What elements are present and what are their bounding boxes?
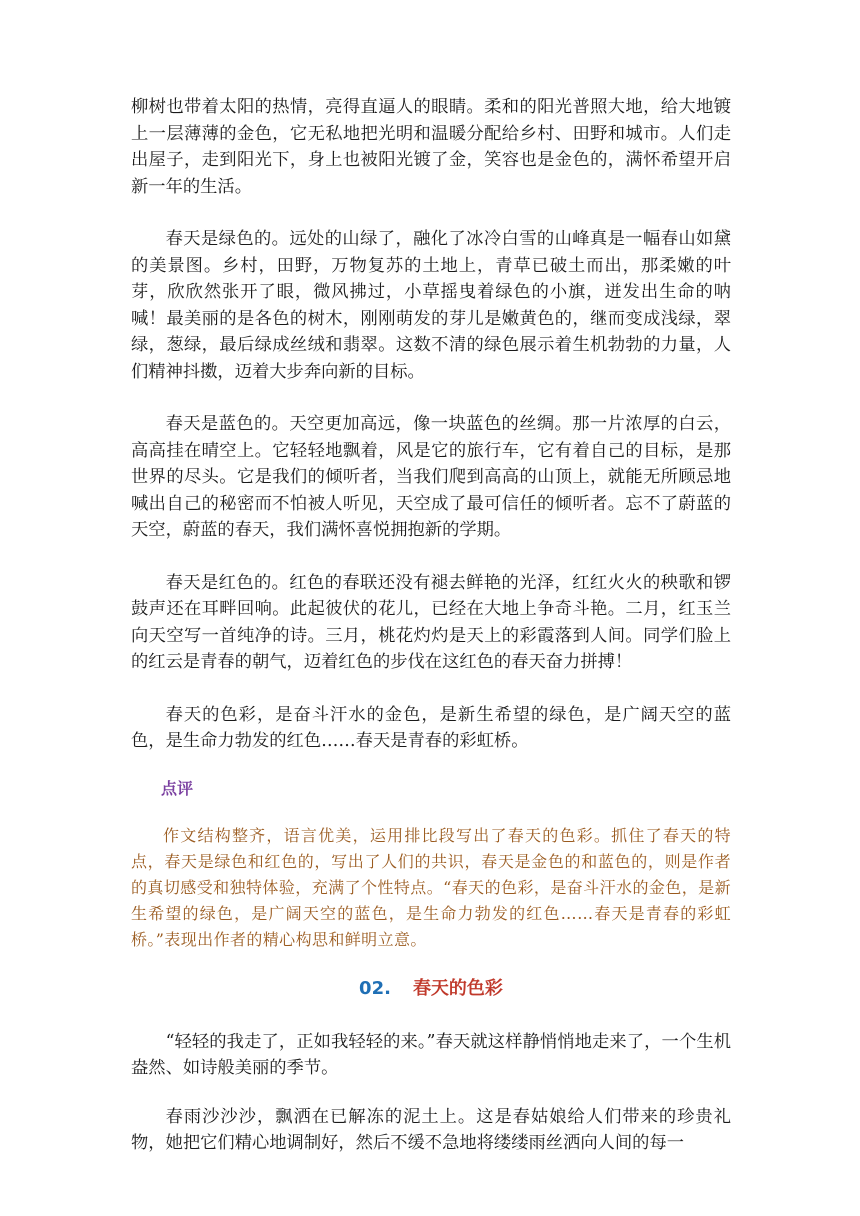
spacer (131, 755, 731, 777)
paragraph-spring-rain: 春雨沙沙沙，飘洒在已解冻的泥土上。这是春姑娘给人们带来的珍贵礼物，她把它们精心地调制好，然后不缓不急地将缕缕雨丝洒向人间的每一 (131, 1106, 731, 1153)
review-heading: 点评 (161, 778, 194, 798)
paragraph-red: 春天是红色的。红色的春联还没有褪去鲜艳的光泽，红红火火的秧歌和锣鼓声还在耳畔回响。此起彼伏的花儿，已经在大地上争奇斗艳。二月，红玉兰向天空写一首纯净的诗。三月，桃花灼灼是天上的彩霞落到人间。同学们脸上的红云是青春的朝气，迈着红色的步伐在这红色的春天奋力拼搏！ (131, 572, 731, 672)
spacer (131, 801, 731, 823)
section-number: 02. (359, 977, 391, 999)
review-text: 作文结构整齐，语言优美，运用排比段写出了春天的色彩。抓住了春天的特点，春天是绿色和红色的，写出了人们的共识，春天是金色的和蓝色的，则是作者的真切感受和独特体验，充满了个性特点。“春天的色彩，是奋斗汗水的金色，是新生希望的绿色，是广阔天空的蓝色，是生命力勃发的红色……春天是青春的彩虹桥。”表现出作者的精心构思和鲜明立意。 (131, 825, 731, 949)
spacer (131, 676, 731, 702)
spacer (131, 385, 731, 411)
spacer (131, 1003, 731, 1029)
document-page (131, 94, 731, 1157)
spacer (131, 953, 731, 975)
section-title: 春天的色彩 (412, 977, 503, 999)
section-heading (131, 975, 731, 1003)
spacer (131, 544, 731, 570)
paragraph-intro-quote: “轻轻的我走了，正如我轻轻的来。”春天就这样静悄悄地走来了，一个生机盎然、如诗般美丽的季节。 (131, 1031, 731, 1078)
paragraph-blue: 春天是蓝色的。天空更加高远，像一块蓝色的丝绸。那一片浓厚的白云，高高挂在晴空上。它轻轻地飘着，风是它的旅行车，它有着自己的目标，是那世界的尽头。它是我们的倾听者，当我们爬到高高的山顶上，就能无所顾忌地喊出自己的秘密而不怕被人听见，天空成了最可信任的倾听者。忘不了蔚蓝的天空，蔚蓝的春天，我们满怀喜悦拥抱新的学期。 (131, 414, 731, 540)
paragraph-golden-continued: 柳树也带着太阳的热情，亮得直逼人的眼睛。柔和的阳光普照大地，给大地镀上一层薄薄的金色，它无私地把光明和温暖分配给乡村、田野和城市。人们走出屋子，走到阳光下，身上也被阳光镀了金，笑容也是金色的，满怀希望开启新一年的生活。 (131, 97, 731, 197)
spacer (131, 200, 731, 226)
spacer (131, 1082, 731, 1104)
paragraph-conclusion: 春天的色彩，是奋斗汗水的金色，是新生希望的绿色，是广阔天空的蓝色，是生命力勃发的红色……春天是青春的彩虹桥。 (131, 704, 731, 751)
paragraph-green: 春天是绿色的。远处的山绿了，融化了冰冷白雪的山峰真是一幅春山如黛的美景图。乡村，田野，万物复苏的土地上，青草已破土而出，那柔嫩的叶芽，欣欣然张开了眼，微风拂过，小草摇曳着绿色的小旗，迸发出生命的呐喊！最美丽的是各色的树木，刚刚萌发的芽儿是嫩黄色的，继而变成浅绿，翠绿，葱绿，最后绿成丝绒和翡翠。这数不清的绿色展示着生机勃勃的力量，人们精神抖擞，迈着大步奔向新的目标。 (131, 229, 731, 382)
